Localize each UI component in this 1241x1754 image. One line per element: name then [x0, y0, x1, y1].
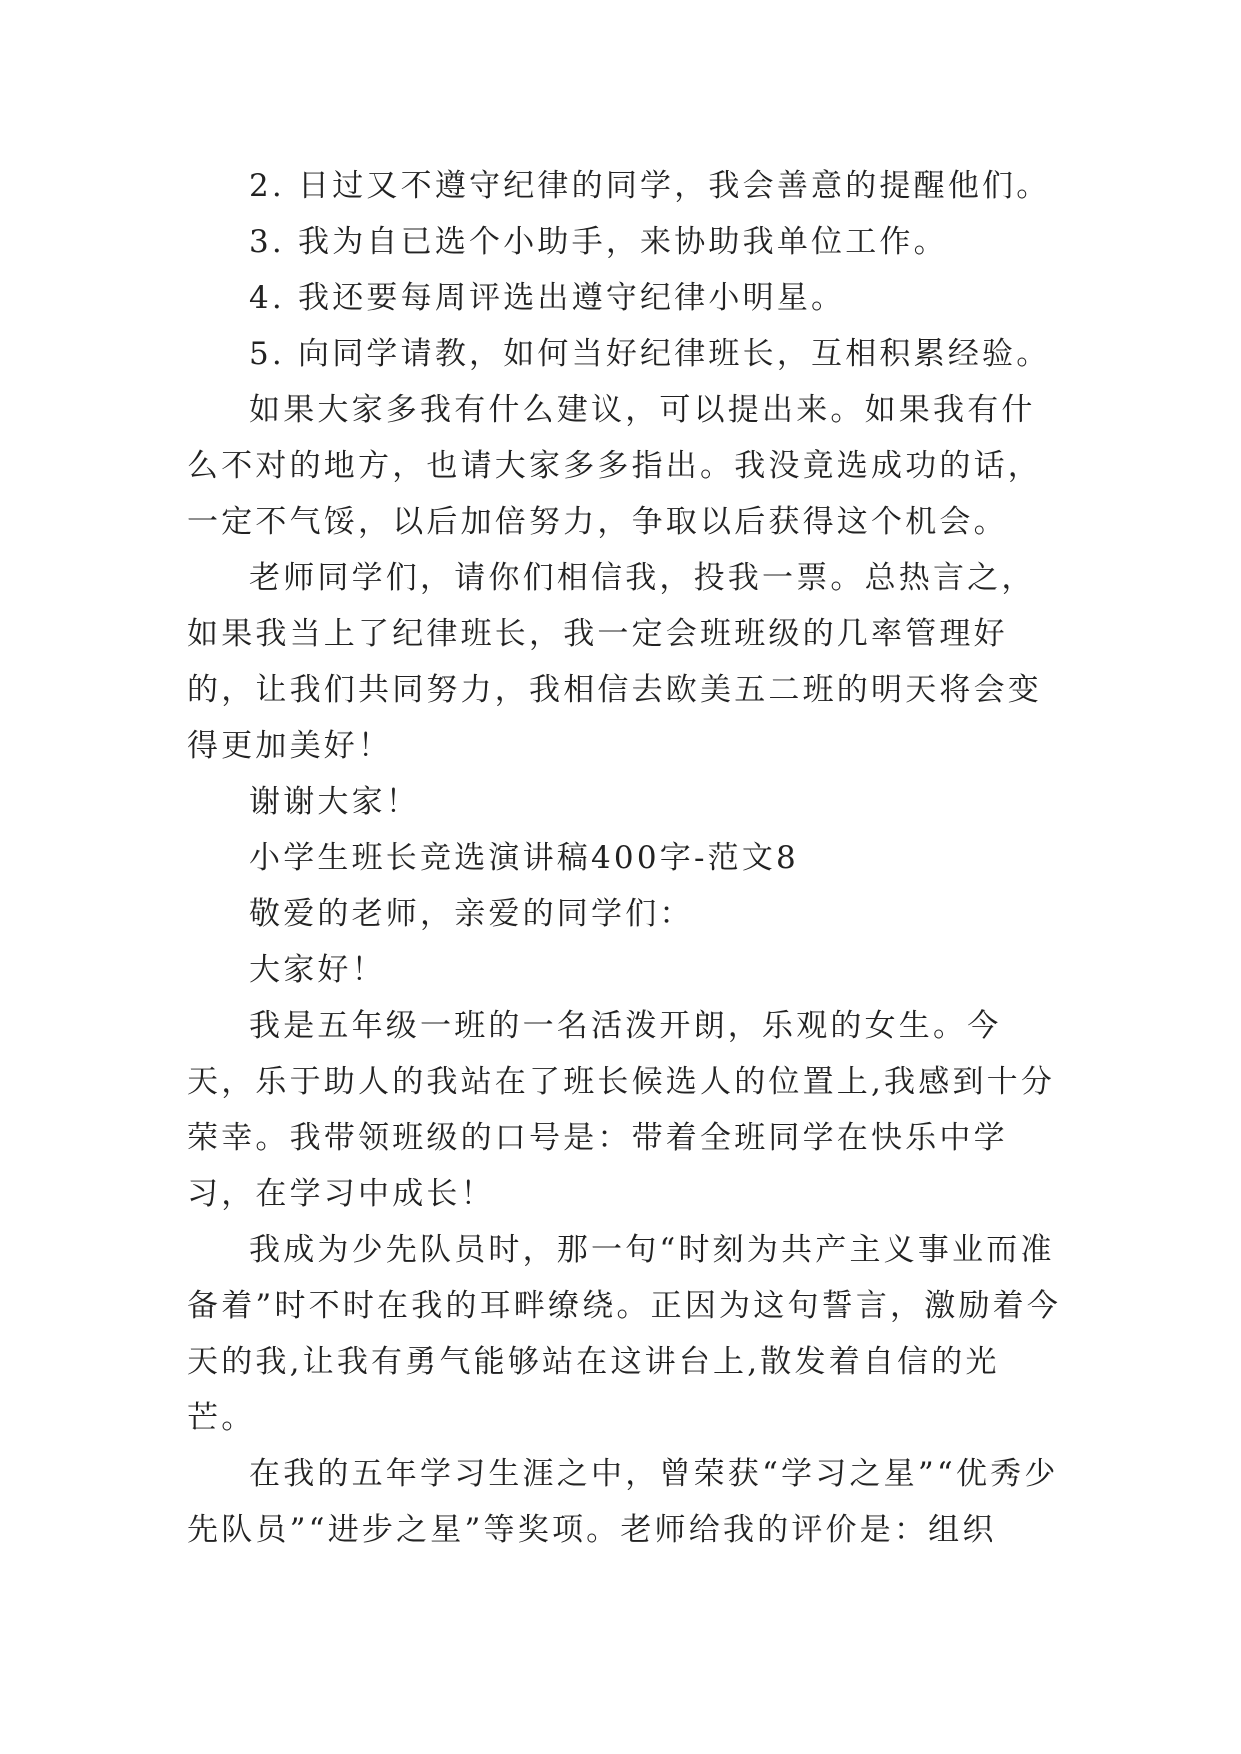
list-item-4: 4. 我还要每周评选出遵守纪律小明星。	[249, 280, 846, 316]
list-item-2: 2. 日过又不遵守纪律的同学，我会善意的提醒他们。	[249, 168, 1051, 204]
document-body	[187, 158, 1067, 1558]
list-item-3: 3. 我为自已选个小助手，来协助我单位工作。	[249, 224, 948, 260]
list-item-5: 5. 向同学请教，如何当好纪律班长，互相积累经验。	[249, 336, 1051, 372]
paragraph-awards: 在我的五年学习生涯之中，曾荣获“学习之星”“优秀少先队员”“进步之星”等奖项。老师给我的评价是：组织	[187, 1456, 1059, 1548]
salutation: 敬爱的老师，亲爱的同学们：	[249, 896, 694, 932]
paragraph-suggestions: 如果大家多我有什么建议，可以提出来。如果我有什么不对的地方，也请大家多多指出。我没竟选成功的话，一定不气馁，以后加倍努力，争取以后获得这个机会。	[187, 392, 1042, 540]
paragraph-vote-appeal: 老师同学们，请你们相信我，投我一票。总热言之，如果我当上了纪律班长，我一定会班班级的几率管理好的，让我们共同努力，我相信去欧美五二班的明天将会变得更加美好！	[187, 560, 1042, 764]
paragraph-introduction: 我是五年级一班的一名活泼开朗，乐观的女生。今天，乐于助人的我站在了班长候选人的位置上,我感到十分荣幸。我带领班级的口号是：带着全班同学在快乐中学习，在学习中成长！	[187, 1008, 1056, 1212]
paragraph-pioneer: 我成为少先队员时，那一句“时刻为共产主义事业而准备着”时不时在我的耳畔缭绕。正因为这句誓言，激励着今天的我,让我有勇气能够站在这讲台上,散发着自信的光芒。	[187, 1232, 1062, 1436]
paragraph-thanks: 谢谢大家！	[249, 784, 420, 820]
greeting: 大家好！	[249, 952, 386, 988]
section-title: 小学生班长竞选演讲稿400字-范文8	[249, 840, 799, 876]
